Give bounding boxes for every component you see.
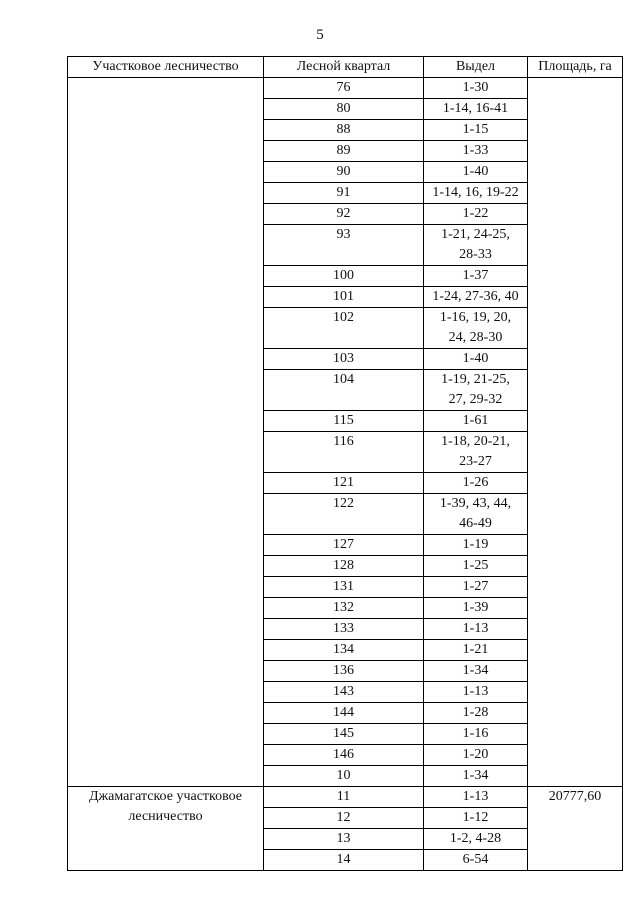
section-cell (424, 535, 528, 556)
forestry-table (67, 56, 623, 871)
section-cell (424, 703, 528, 724)
quarter-cell: 145 (264, 724, 424, 745)
quarter-cell: 134 (264, 640, 424, 661)
table-body (68, 78, 623, 871)
section-cell (424, 266, 528, 287)
quarter-cell: 12 (264, 808, 424, 829)
section-line: 1-16 (462, 726, 489, 741)
section-cell (424, 162, 528, 183)
quarter-cell: 104 (264, 370, 424, 411)
quarter-cell: 102 (264, 308, 424, 349)
quarter-cell: 131 (264, 577, 424, 598)
section-cell (424, 850, 528, 871)
section-line: 1-19 (462, 537, 489, 552)
area-cell (528, 78, 623, 787)
section-line: 1-28 (462, 705, 489, 720)
section-cell (424, 349, 528, 370)
section-line: 1-24, 27-36, 40 (432, 289, 519, 304)
section-line: 1-19, 21-25, (441, 372, 510, 387)
section-line: 1-21, 24-25, (441, 227, 510, 242)
section-cell (424, 577, 528, 598)
section-cell (424, 225, 528, 266)
section-line: 1-40 (462, 351, 489, 366)
quarter-cell: 88 (264, 120, 424, 141)
quarter-cell: 100 (264, 266, 424, 287)
section-line: 23-27 (459, 454, 492, 469)
quarter-cell: 144 (264, 703, 424, 724)
quarter-cell: 93 (264, 225, 424, 266)
section-line: 1-34 (462, 768, 489, 783)
section-cell (424, 78, 528, 99)
section-line: 1-12 (462, 810, 489, 825)
section-line: 1-13 (462, 621, 489, 636)
section-cell (424, 640, 528, 661)
quarter-cell: 101 (264, 287, 424, 308)
table-row (68, 787, 623, 808)
quarter-cell: 133 (264, 619, 424, 640)
quarter-cell: 146 (264, 745, 424, 766)
quarter-cell: 116 (264, 432, 424, 473)
section-cell (424, 808, 528, 829)
section-line: 1-14, 16, 19-22 (432, 185, 519, 200)
section-cell (424, 682, 528, 703)
section-line: 1-21 (462, 642, 489, 657)
quarter-cell: 90 (264, 162, 424, 183)
forestry-name-cell: Джамагатское участковое лесничество (68, 787, 264, 871)
section-line: 1-37 (462, 268, 489, 283)
column-header-section: Выдел (424, 57, 528, 78)
section-cell (424, 183, 528, 204)
section-cell (424, 204, 528, 225)
section-line: 1-61 (462, 413, 489, 428)
section-cell (424, 473, 528, 494)
forestry-name-cell (68, 78, 264, 787)
section-line: 24, 28-30 (448, 330, 503, 345)
section-line: 1-18, 20-21, (441, 434, 510, 449)
quarter-cell: 92 (264, 204, 424, 225)
section-line: 1-15 (462, 122, 489, 137)
table-row (68, 78, 623, 99)
quarter-cell: 89 (264, 141, 424, 162)
section-cell (424, 787, 528, 808)
section-cell (424, 99, 528, 120)
section-line: 1-16, 19, 20, (439, 310, 512, 325)
section-cell (424, 370, 528, 411)
quarter-cell: 11 (264, 787, 424, 808)
column-header-forestry: Участковое лесничество (68, 57, 264, 78)
page-number: 5 (316, 27, 324, 43)
quarter-cell: 76 (264, 78, 424, 99)
section-line: 28-33 (459, 247, 492, 262)
section-line: 1-13 (462, 684, 489, 699)
section-cell (424, 619, 528, 640)
quarter-cell: 115 (264, 411, 424, 432)
section-cell (424, 494, 528, 535)
section-line: 1-22 (462, 206, 489, 221)
quarter-cell: 136 (264, 661, 424, 682)
section-line: 1-14, 16-41 (442, 101, 509, 116)
section-cell (424, 724, 528, 745)
section-cell (424, 661, 528, 682)
section-line: 1-34 (462, 663, 489, 678)
quarter-cell: 10 (264, 766, 424, 787)
section-line: 1-13 (462, 789, 489, 804)
section-cell (424, 411, 528, 432)
quarter-cell: 143 (264, 682, 424, 703)
section-cell (424, 598, 528, 619)
section-cell (424, 829, 528, 850)
column-header-quarter: Лесной квартал (264, 57, 424, 78)
quarter-cell: 103 (264, 349, 424, 370)
quarter-cell: 121 (264, 473, 424, 494)
section-line: 1-39, 43, 44, (439, 496, 512, 511)
section-line: 1-27 (462, 579, 489, 594)
quarter-cell: 13 (264, 829, 424, 850)
section-cell (424, 745, 528, 766)
section-cell (424, 141, 528, 162)
column-header-area: Площадь, га (528, 57, 623, 78)
section-line: 1-2, 4-28 (449, 831, 502, 846)
section-cell (424, 287, 528, 308)
area-cell: 20777,60 (528, 787, 623, 871)
table-header-row (68, 57, 623, 78)
section-line: 1-20 (462, 747, 489, 762)
quarter-cell: 80 (264, 99, 424, 120)
section-cell (424, 766, 528, 787)
quarter-cell: 122 (264, 494, 424, 535)
quarter-cell: 128 (264, 556, 424, 577)
quarter-cell: 127 (264, 535, 424, 556)
quarter-cell: 132 (264, 598, 424, 619)
section-line: 1-40 (462, 164, 489, 179)
section-line: 6-54 (462, 852, 489, 867)
section-line: 27, 29-32 (448, 392, 503, 407)
section-cell (424, 432, 528, 473)
section-line: 1-26 (462, 475, 489, 490)
section-line: 1-25 (462, 558, 489, 573)
quarter-cell: 91 (264, 183, 424, 204)
section-cell (424, 120, 528, 141)
section-line: 1-33 (462, 143, 489, 158)
section-line: 46-49 (459, 516, 492, 531)
section-line: 1-39 (462, 600, 489, 615)
section-line: 1-30 (462, 80, 489, 95)
quarter-cell: 14 (264, 850, 424, 871)
section-cell (424, 556, 528, 577)
section-cell (424, 308, 528, 349)
